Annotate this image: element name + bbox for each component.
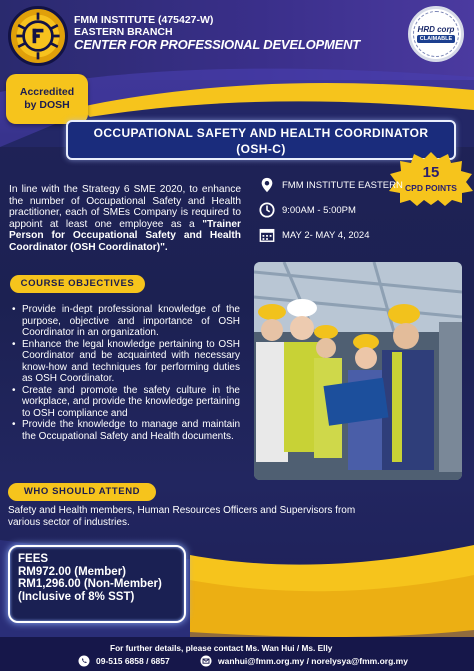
date-text: MAY 2- MAY 4, 2024 [282, 229, 370, 241]
fee-member: RM972.00 (Member) [18, 565, 127, 578]
intro-text: In line with the Strategy 6 SME 2020, to enhance the number of Occupational Safety and Health practitioner, each of SMEs Company is required to appoint at least one employee as a [9, 184, 241, 230]
hrd-badge-title: HRD corp [417, 25, 455, 34]
list-item: • Provide the knowledge to manage and maintain the Occupational Safety and Health documents. [12, 419, 240, 442]
clock-icon [258, 201, 276, 219]
branch-name: EASTERN BRANCH [74, 26, 173, 38]
whatsapp-icon [78, 655, 90, 667]
hrd-badge-tag: CLAIMABLE [417, 35, 455, 43]
contact-line: For further details, please contact Ms. Wan Hui / Ms. Elly [110, 643, 333, 653]
fees-box [8, 545, 186, 623]
info-location [258, 176, 403, 194]
who-should-attend-heading: WHO SHOULD ATTEND [8, 483, 156, 501]
email-contact[interactable] [200, 655, 408, 667]
course-objectives-heading: COURSE OBJECTIVES [10, 275, 145, 293]
objectives-list [12, 304, 240, 442]
course-title-line1: OCCUPATIONAL SAFETY AND HEALTH COORDINATOR [93, 126, 429, 140]
intro-paragraph [9, 184, 241, 254]
fee-note: (Inclusive of 8% SST) [18, 590, 135, 603]
institute-name: FMM INSTITUTE (475427-W) [74, 14, 214, 26]
workers-photo [254, 262, 462, 480]
email-icon [200, 655, 212, 667]
info-time [258, 201, 356, 219]
location-pin-icon [258, 176, 276, 194]
cpd-points-label: CPD POINTS [405, 183, 457, 193]
who-should-attend-text: Safety and Health members, Human Resources Officers and Supervisors from various sector of industries. [8, 505, 356, 528]
fees-title: FEES [18, 553, 49, 565]
calendar-icon [258, 226, 276, 244]
accredited-line1: Accredited [19, 86, 75, 98]
phone-number[interactable]: 09-515 6858 / 6857 [96, 656, 170, 666]
fee-non-member: RM1,296.00 (Non-Member) [18, 578, 162, 590]
location-text: FMM INSTITUTE EASTERN [282, 179, 403, 191]
intro-bold-text: "Trainer Person for Occupational Safety and Health Coordinator (OSH Coordinator)". [9, 218, 241, 253]
accredited-line2: by DOSH [24, 99, 70, 111]
center-name: CENTER FOR PROFESSIONAL DEVELOPMENT [74, 37, 361, 52]
time-text: 9:00AM - 5:00PM [282, 204, 356, 216]
email-address[interactable]: wanhui@fmm.org.my / norelysya@fmm.org.my [218, 656, 408, 666]
list-item: • Create and promote the safety culture in the workplace, and provide the knowledge pertaining to OSH compliance and [12, 385, 240, 420]
phone-contact[interactable] [78, 655, 170, 667]
cpd-points-value: 15 [422, 164, 440, 181]
accredited-dosh-badge [6, 74, 88, 124]
info-date [258, 226, 369, 244]
course-title-line2: (OSH-C) [236, 142, 286, 156]
list-item: • Provide in-dept professional knowledge of the purpose, objective and importance of OSH Coordinator in an organization. [12, 304, 240, 339]
list-item: • Enhance the legal knowledge pertaining to OSH Coordinator and be acquainted with necessary know-how and techniques for performing duties as OSH Coordinator. [12, 339, 240, 385]
